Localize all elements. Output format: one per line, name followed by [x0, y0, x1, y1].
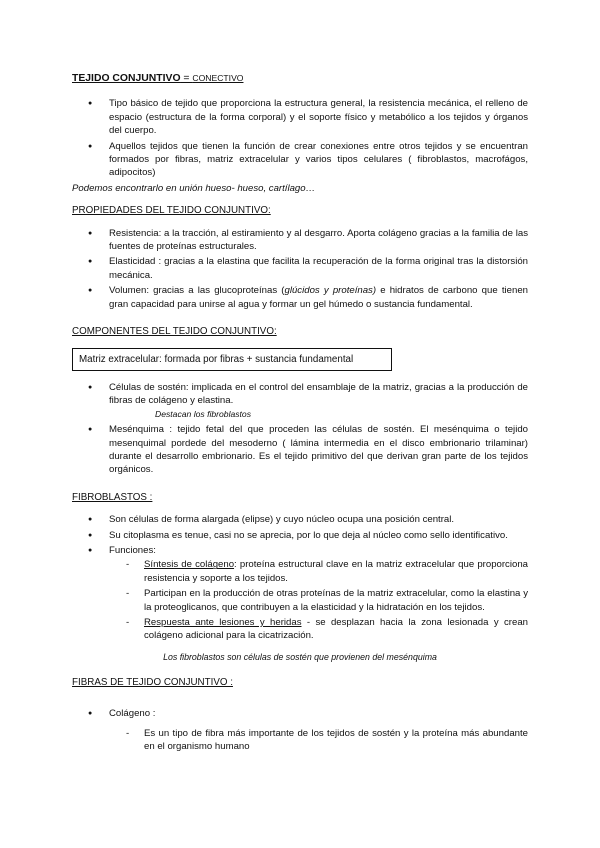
title-equals: = [180, 73, 193, 84]
intro-item-2: ● Aquellos tejidos que tienen la función de crear conexiones entre otros tejidos y se encuentran formados por fibras, matriz extracelular y varios tipos celulares ( fibroblastos, macrofágos, adipocitos) [72, 140, 528, 180]
propiedad-resistencia: ● Resistencia: a la tracción, al estiramiento y al desgarro. Aporta colágeno gracias a la familia de las fuentes de proteínas estructurales. [72, 227, 528, 254]
fibroblastos-list [72, 513, 528, 643]
intro-item-1: ● Tipo básico de tejido que proporciona la estructura general, la resistencia mecánica, el relleno de espacio (estructura de la forma corporal) y el soporte físico y metabólico a los tejidos y órganos del cuerpo. [72, 97, 528, 137]
volumen-text-italic: glúcidos y proteínas) [284, 285, 377, 297]
intro-note: Podemos encontrarlo en unión hueso- hueso, cartílago… [72, 182, 316, 194]
funciones-list [109, 558, 528, 642]
intro-list [72, 97, 528, 179]
volumen-text-b: e hidratos de carbono que tienen gran capacidad para unirse al agua y formar un gel húmedo o sustancia fundamental. [109, 285, 528, 310]
componente-mesenquima: ● Mesénquima : tejido fetal del que proceden las células de sostén. El mesénquima o tejido mesenquimal pordede del mesoderno ( lámina intermedia en el disco embrionario trilaminar) durante el desarrollo embrionario. Es el tejido primitivo del que derivan gran parte de los tejidos orgánicos. [72, 423, 528, 477]
propiedad-volumen [72, 284, 528, 311]
funciones-label: Funciones: [109, 544, 156, 556]
funcion-respuesta-term: Respuesta ante lesiones y heridas [144, 617, 302, 628]
funcion-respuesta-desc: - se desplazan hacia la zona lesionada y crean colágeno adicional para la cicatrización. [144, 617, 528, 642]
title-main: TEJIDO CONJUNTIVO [72, 73, 181, 84]
componente-celulas [72, 381, 528, 421]
propiedad-elasticidad: ● Elasticidad : gracias a la elastina que facilita la recuperación de la forma original tras la distorsión mecánica. [72, 255, 528, 282]
colageno-desc: - Es un tipo de fibra más importante de los tejidos de sostén y la proteína más abundante en el organismo humano [109, 727, 528, 754]
propiedades-list [72, 227, 528, 311]
heading-componentes: COMPONENTES DEL TEJIDO CONJUNTIVO: [72, 326, 277, 338]
heading-propiedades: PROPIEDADES DEL TEJIDO CONJUNTIVO: [72, 205, 271, 217]
celulas-text: Células de sostén: implicada en el control del ensamblaje de la matriz, gracias a la producción de fibras de colágeno y elastina. [109, 381, 528, 407]
fibras-list [72, 707, 528, 754]
funcion-sintesis [109, 558, 528, 585]
fibroblastos-item-2: ● Su citoplasma es tenue, casi no se aprecia, por lo que deja al núcleo como sello identificativo. [72, 529, 528, 542]
document-title [72, 72, 528, 85]
funcion-sintesis-term: Síntesis de colágeno [144, 559, 235, 571]
funcion-sintesis-desc: : proteína estructural clave en la matriz extracelular que proporciona resistencia y soporte a los tejidos. [144, 559, 528, 584]
heading-fibroblastos: FIBROBLASTOS : [72, 491, 153, 503]
colageno-label: Colágeno : [109, 707, 156, 719]
fibra-colageno [72, 707, 528, 754]
title-subtitle: CONECTIVO [192, 73, 244, 83]
matriz-box: Matriz extracelular: formada por fibras + sustancia fundamental [72, 348, 392, 371]
funcion-respuesta [109, 616, 528, 643]
celulas-note: Destacan los fibroblastos [155, 408, 252, 419]
volumen-text-a: Volumen: gracias a las glucoproteínas ( [109, 285, 285, 297]
funcion-produccion: - Participan en la producción de otras proteínas de la matriz extracelular, como la elastina y la proteoglicanos, que contribuyen a la elasticidad y la hidratación en los tejidos. [109, 587, 528, 614]
fibroblastos-note: Los fibroblastos son células de sostén que provienen del mesénquima [163, 651, 437, 662]
componentes-list [72, 381, 528, 477]
fibroblastos-funciones [72, 544, 528, 643]
heading-fibras: FIBRAS DE TEJIDO CONJUNTIVO : [72, 677, 233, 689]
colageno-list [109, 727, 528, 754]
fibroblastos-item-1: ● Son células de forma alargada (elipse) y cuyo núcleo ocupa una posición central. [72, 513, 528, 526]
